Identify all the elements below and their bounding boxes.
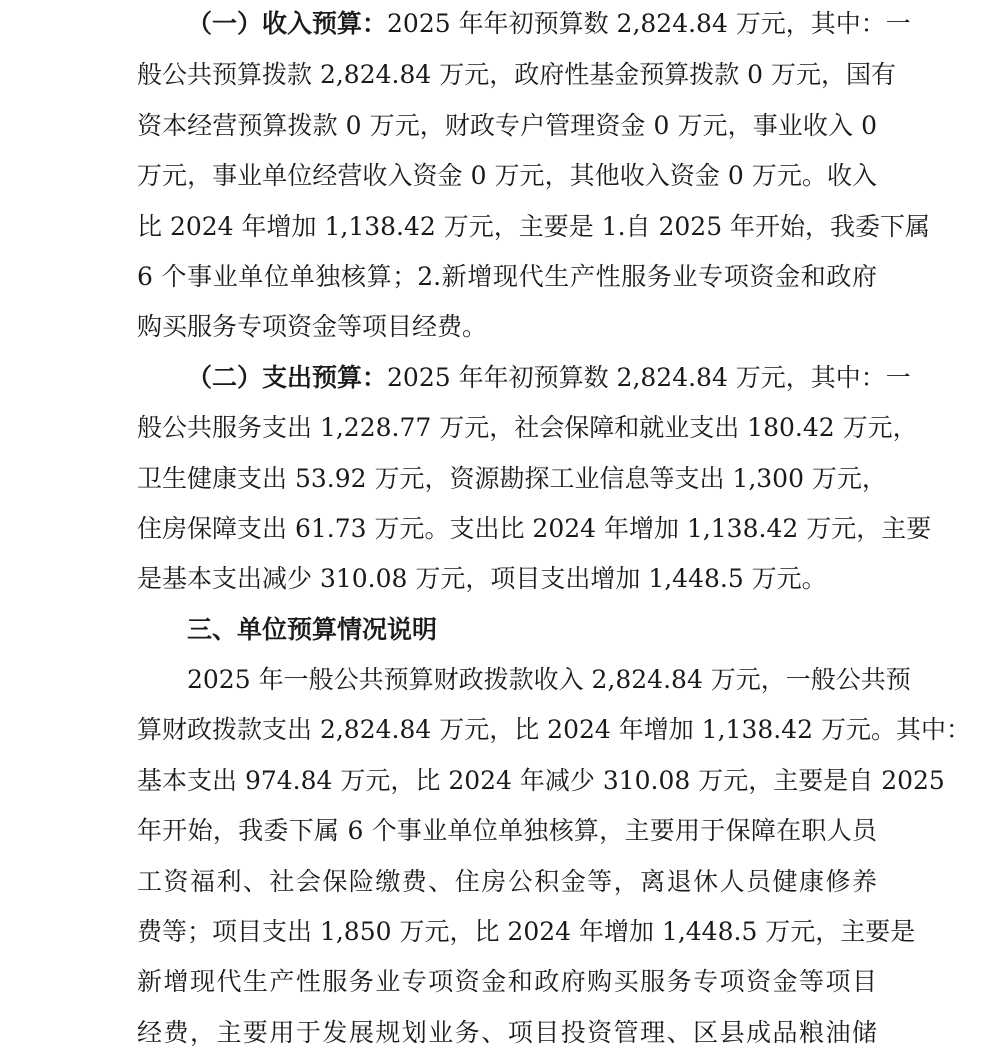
paragraph-line: 万元，事业单位经营收入资金 0 万元，其他收入资金 0 万元。收入 bbox=[137, 161, 877, 191]
paragraph-line: 年开始，我委下属 6 个事业单位单独核算，主要用于保障在职人员 bbox=[137, 816, 877, 846]
paragraph-line: 是基本支出减少 310.08 万元，项目支出增加 1,448.5 万元。 bbox=[137, 564, 827, 594]
unit-budget-paragraph bbox=[137, 655, 971, 1058]
income-budget-paragraph bbox=[137, 0, 931, 353]
paragraph-line: 新增现代生产性服务业专项资金和政府购买服务专项资金等项目 bbox=[137, 967, 877, 997]
paragraph-line: 经费，主要用于发展规划业务、项目投资管理、区县成品粮油储 bbox=[137, 1017, 877, 1047]
paragraph-line: 基本支出 974.84 万元，比 2024 年减少 310.08 万元，主要是自 2025 bbox=[137, 765, 945, 795]
expenditure-budget-label: （二）支出预算： bbox=[187, 362, 388, 392]
paragraph-line: 般公共服务支出 1,228.77 万元，社会保障和就业支出 180.42 万元， bbox=[137, 413, 918, 443]
income-budget-label: （一）收入预算： bbox=[187, 9, 388, 38]
section-heading: 三、单位预算情况说明 bbox=[187, 614, 438, 644]
paragraph-line: （一）收入预算：2025 年年初预算数 2,824.84 万元，其中：一 bbox=[187, 9, 911, 38]
paragraph-line: 费等；项目支出 1,850 万元，比 2024 年增加 1,448.5 万元，主要是 bbox=[137, 917, 916, 947]
expenditure-budget-paragraph bbox=[137, 353, 932, 605]
paragraph-line: 住房保障支出 61.73 万元。支出比 2024 年增加 1,138.42 万元，主要 bbox=[137, 513, 932, 543]
paragraph-line: 工资福利、社会保险缴费、住房公积金等，离退休人员健康修养 bbox=[137, 866, 877, 896]
paragraph-line: 资本经营预算拨款 0 万元，财政专户管理资金 0 万元，事业收入 0 bbox=[137, 110, 877, 140]
paragraph-line: 2025 年一般公共预算财政拨款收入 2,824.84 万元，一般公共预 bbox=[187, 665, 911, 695]
paragraph-line: 6 个事业单位单独核算；2.新增现代生产性服务业专项资金和政府 bbox=[137, 261, 877, 291]
paragraph-line: （二）支出预算：2025 年年初预算数 2,824.84 万元，其中：一 bbox=[187, 362, 911, 392]
paragraph-line: 算财政拨款支出 2,824.84 万元，比 2024 年增加 1,138.42 万元。其中： bbox=[137, 715, 971, 745]
paragraph-line: 购买服务专项资金等项目经费。 bbox=[137, 312, 488, 342]
paragraph-line: 卫生健康支出 53.92 万元，资源勘探工业信息等支出 1,300 万元， bbox=[137, 463, 887, 493]
paragraph-line: 比 2024 年增加 1,138.42 万元，主要是 1.自 2025 年开始，我委下属 bbox=[137, 211, 931, 241]
paragraph-line: 般公共预算拨款 2,824.84 万元，政府性基金预算拨款 0 万元，国有 bbox=[137, 60, 897, 90]
document-page bbox=[137, 0, 971, 1058]
